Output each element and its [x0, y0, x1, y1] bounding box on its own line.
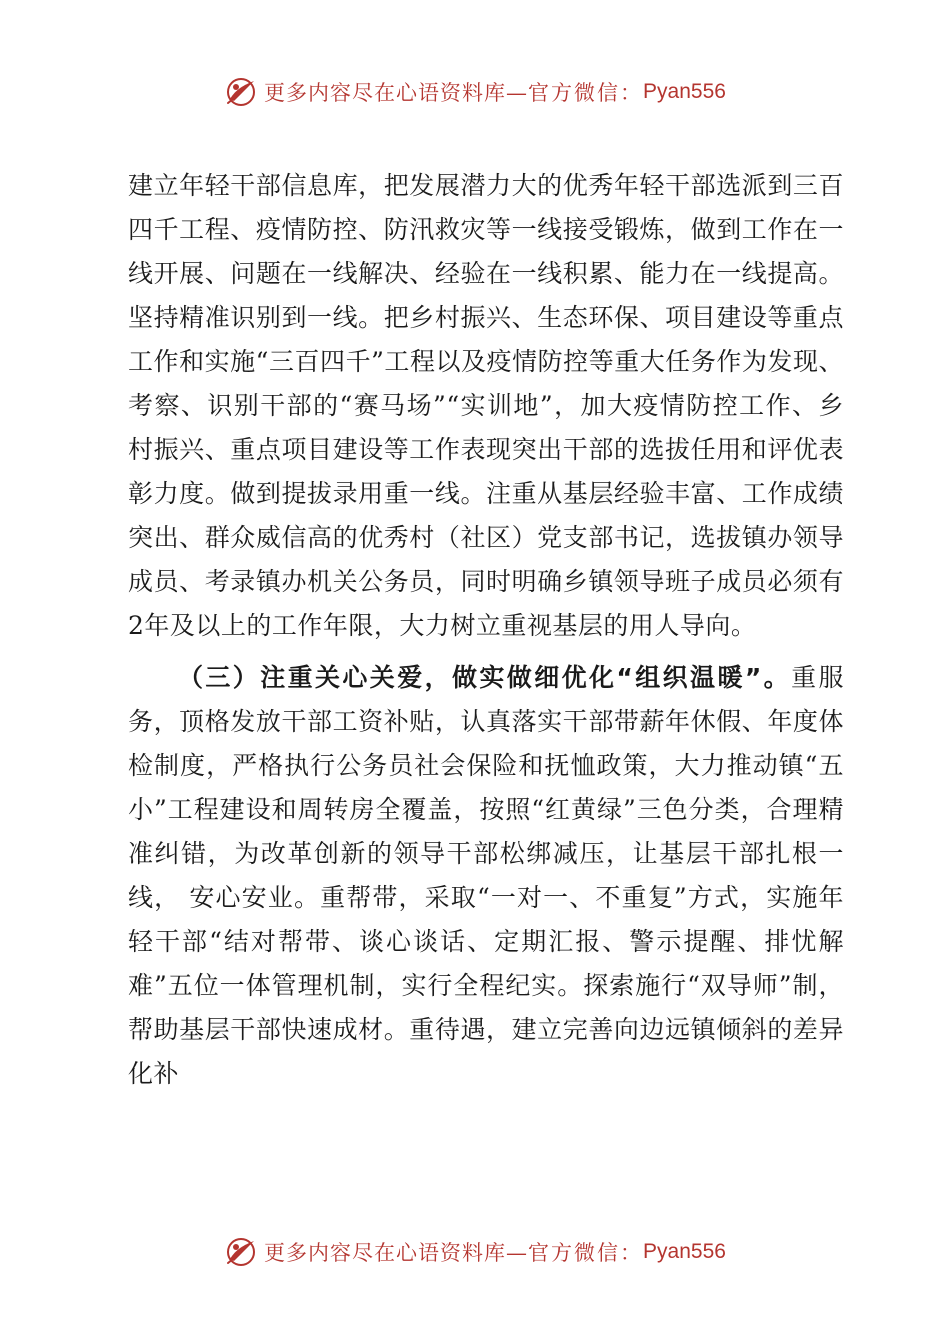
- wechat-label: 官方微信：: [528, 81, 644, 105]
- document-body: [128, 164, 844, 1096]
- quill-scroll-logo-icon: [224, 1235, 258, 1269]
- body-paragraph-1: 建立年轻干部信息库，把发展潜力大的优秀年轻干部选派到三百四千工程、疫情防控、防汛救灾等一线接受锻炼，做到工作在一线开展、问题在一线解决、经验在一线积累、能力在一线提高。坚持精准识别到一线。把乡村振兴、生态环保、项目建设等重点工作和实施“三百四千”工程以及疫情防控等重大任务作为发现、考察、识别干部的“赛马场”“实训地”，加大疫情防控工作、乡村振兴、重点项目建设等工作表现突出干部的选拔任用和评优表彰力度。做到提拔录用重一线。注重从基层经验丰富、工作成绩突出、群众威信高的优秀村（社区）党支部书记，选拔镇办领导成员、考录镇办机关公务员，同时明确乡镇领导班子成员必须有 2年及以上的工作年限，大力树立重视基层的用人导向。: [128, 171, 844, 640]
- body-paragraph-2: [128, 656, 844, 1096]
- wechat-id: Pyan556: [643, 80, 726, 103]
- quill-scroll-logo-icon: [224, 75, 258, 109]
- header-watermark-banner: [0, 72, 950, 112]
- wechat-id: Pyan556: [643, 1240, 726, 1263]
- section-heading: （三）注重关心关爱，做实做细优化“组织温暖”。: [178, 663, 792, 692]
- wechat-label: 官方微信：: [528, 1241, 644, 1265]
- brand-text: 更多内容尽在心语资料库—: [264, 81, 529, 105]
- section-body-text: 重服务，顶格发放干部工资补贴，认真落实干部带薪年休假、年度体检制度，严格执行公务员社会保险和抚恤政策，大力推动镇“五小”工程建设和周转房全覆盖，按照“红黄绿”三色分类，合理精准纠错，为改革创新的领导干部松绑减压，让基层干部扎根一线， 安心安业。重帮带，采取“一对一、不重复”方式，实施年轻干部“结对帮带、谈心谈话、定期汇报、警示提醒、排忧解难”五位一体管理机制，实行全程纪实。探索施行“双导师”制，帮助基层干部快速成材。重待遇，建立完善向边远镇倾斜的差异化补: [128, 663, 844, 1088]
- footer-watermark-banner: [0, 1232, 950, 1272]
- brand-text: 更多内容尽在心语资料库—: [264, 1241, 529, 1265]
